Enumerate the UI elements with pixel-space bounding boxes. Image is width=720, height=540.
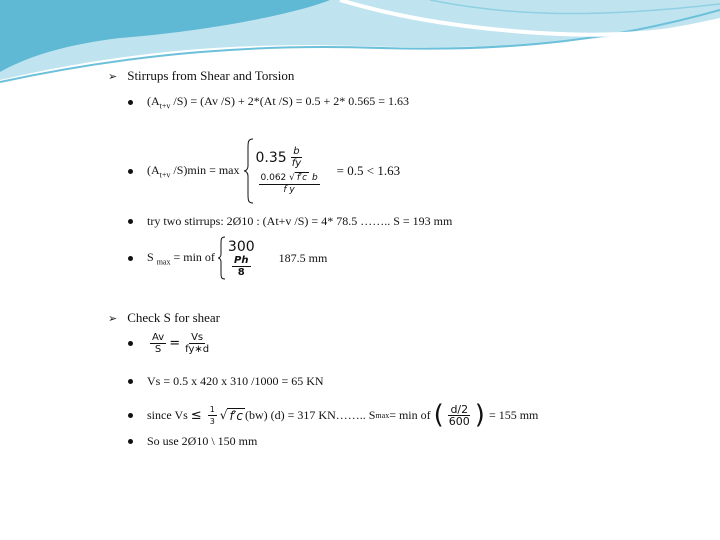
- equation-text: [147, 332, 214, 355]
- denominator: 600: [448, 414, 470, 428]
- list-item: [128, 434, 257, 449]
- numerator: d/2: [450, 402, 469, 416]
- fraction: [208, 404, 217, 427]
- bullet-dot-icon: [128, 379, 133, 384]
- case-top: [256, 146, 323, 169]
- subscript: t+v: [159, 101, 171, 111]
- denominator: 3: [209, 416, 215, 426]
- equation-result: = 155 mm: [488, 407, 539, 422]
- arrow-bullet-icon: ➢: [108, 312, 118, 325]
- left-brace-icon: [244, 138, 254, 204]
- bullet-dot-icon: [128, 256, 133, 261]
- fraction: [447, 404, 472, 427]
- coefficient: 0.35: [255, 149, 287, 166]
- piecewise-block: [218, 236, 327, 280]
- arrow-bullet-icon: ➢: [108, 70, 118, 83]
- piecewise-block: [244, 138, 401, 204]
- equation-part: (bw) (d) = 317 KN…….. S: [244, 407, 376, 422]
- case-top: 300: [227, 238, 255, 255]
- subscript: max: [156, 257, 171, 267]
- equation-part: (A: [147, 94, 160, 108]
- equation-lhs: [147, 163, 240, 179]
- numerator: Av: [152, 332, 165, 343]
- numerator: Vs: [191, 332, 204, 343]
- equation-part: = min of: [389, 407, 431, 422]
- fraction: [183, 332, 211, 355]
- denominator: fy: [291, 158, 302, 169]
- equation-text: [147, 94, 409, 110]
- equation-result: = 0.5 < 1.63: [336, 163, 401, 178]
- list-item: [128, 400, 538, 430]
- equation-part: = min of: [170, 249, 215, 264]
- numerator: 0.062 √ f′c b: [260, 173, 318, 183]
- fraction: [150, 332, 166, 355]
- numerator: Ph: [234, 254, 249, 266]
- bullet-dot-icon: [128, 341, 133, 346]
- fraction: [290, 146, 303, 169]
- fraction: [231, 255, 252, 278]
- equation-part: since Vs: [147, 407, 188, 422]
- equation-part: /S) = (Av /S) + 2*(At /S) = 0.5 + 2* 0.565 = 1.63: [170, 94, 410, 108]
- list-item: [128, 138, 400, 204]
- fraction: [259, 173, 320, 196]
- equation-text: [147, 400, 538, 430]
- list-item: [128, 332, 214, 355]
- equation-lhs: [147, 250, 215, 266]
- left-brace-icon: [218, 236, 226, 280]
- denominator: f y: [283, 185, 295, 195]
- bullet-dot-icon: [128, 169, 133, 174]
- bullet-dot-icon: [128, 439, 133, 444]
- list-item: [128, 214, 452, 229]
- list-item: [128, 94, 409, 110]
- equals-sign: =: [169, 336, 181, 351]
- equation-result: 187.5 mm: [278, 250, 328, 265]
- radicand: f′c: [296, 173, 308, 183]
- denominator: 8: [237, 266, 245, 278]
- equation-text: So use 2Ø10 \ 150 mm: [147, 434, 258, 448]
- variable: b: [311, 173, 318, 183]
- less-equal-sign: ≤: [190, 407, 202, 423]
- coefficient: 0.062: [260, 173, 287, 183]
- piecewise-cases: [228, 239, 255, 278]
- subscript: max: [375, 410, 390, 420]
- equation-text: Vs = 0.5 x 420 x 310 /1000 = 65 KN: [147, 374, 324, 388]
- left-paren-icon: (: [433, 400, 444, 430]
- equation-part: /S)min = max: [170, 162, 240, 177]
- section-title: Stirrups from Shear and Torsion: [127, 68, 295, 83]
- right-paren-icon: ): [474, 400, 485, 430]
- equation-part: (A: [147, 162, 160, 177]
- section-heading-check-shear: [108, 310, 220, 326]
- bullet-dot-icon: [128, 100, 133, 105]
- piecewise-cases: [256, 146, 323, 196]
- sqrt-icon: √: [219, 408, 228, 422]
- section-heading-stirrups: [108, 68, 294, 84]
- radicand: f′c: [229, 408, 243, 423]
- equation-part: S: [147, 249, 157, 264]
- bullet-dot-icon: [128, 219, 133, 224]
- numerator: b: [293, 146, 300, 157]
- section-title: Check S for shear: [127, 310, 220, 325]
- equation-text: try two stirrups: 2Ø10 : (At+v /S) = 4* 78.5 …….. S = 193 mm: [147, 214, 453, 228]
- denominator: fy∗d: [185, 344, 210, 355]
- case-bottom: [256, 173, 323, 196]
- bullet-dot-icon: [128, 413, 133, 418]
- list-item: [128, 374, 324, 389]
- list-item: [128, 236, 327, 280]
- denominator: S: [154, 344, 162, 355]
- numerator: 1: [209, 404, 215, 414]
- subscript: t+v: [159, 170, 171, 180]
